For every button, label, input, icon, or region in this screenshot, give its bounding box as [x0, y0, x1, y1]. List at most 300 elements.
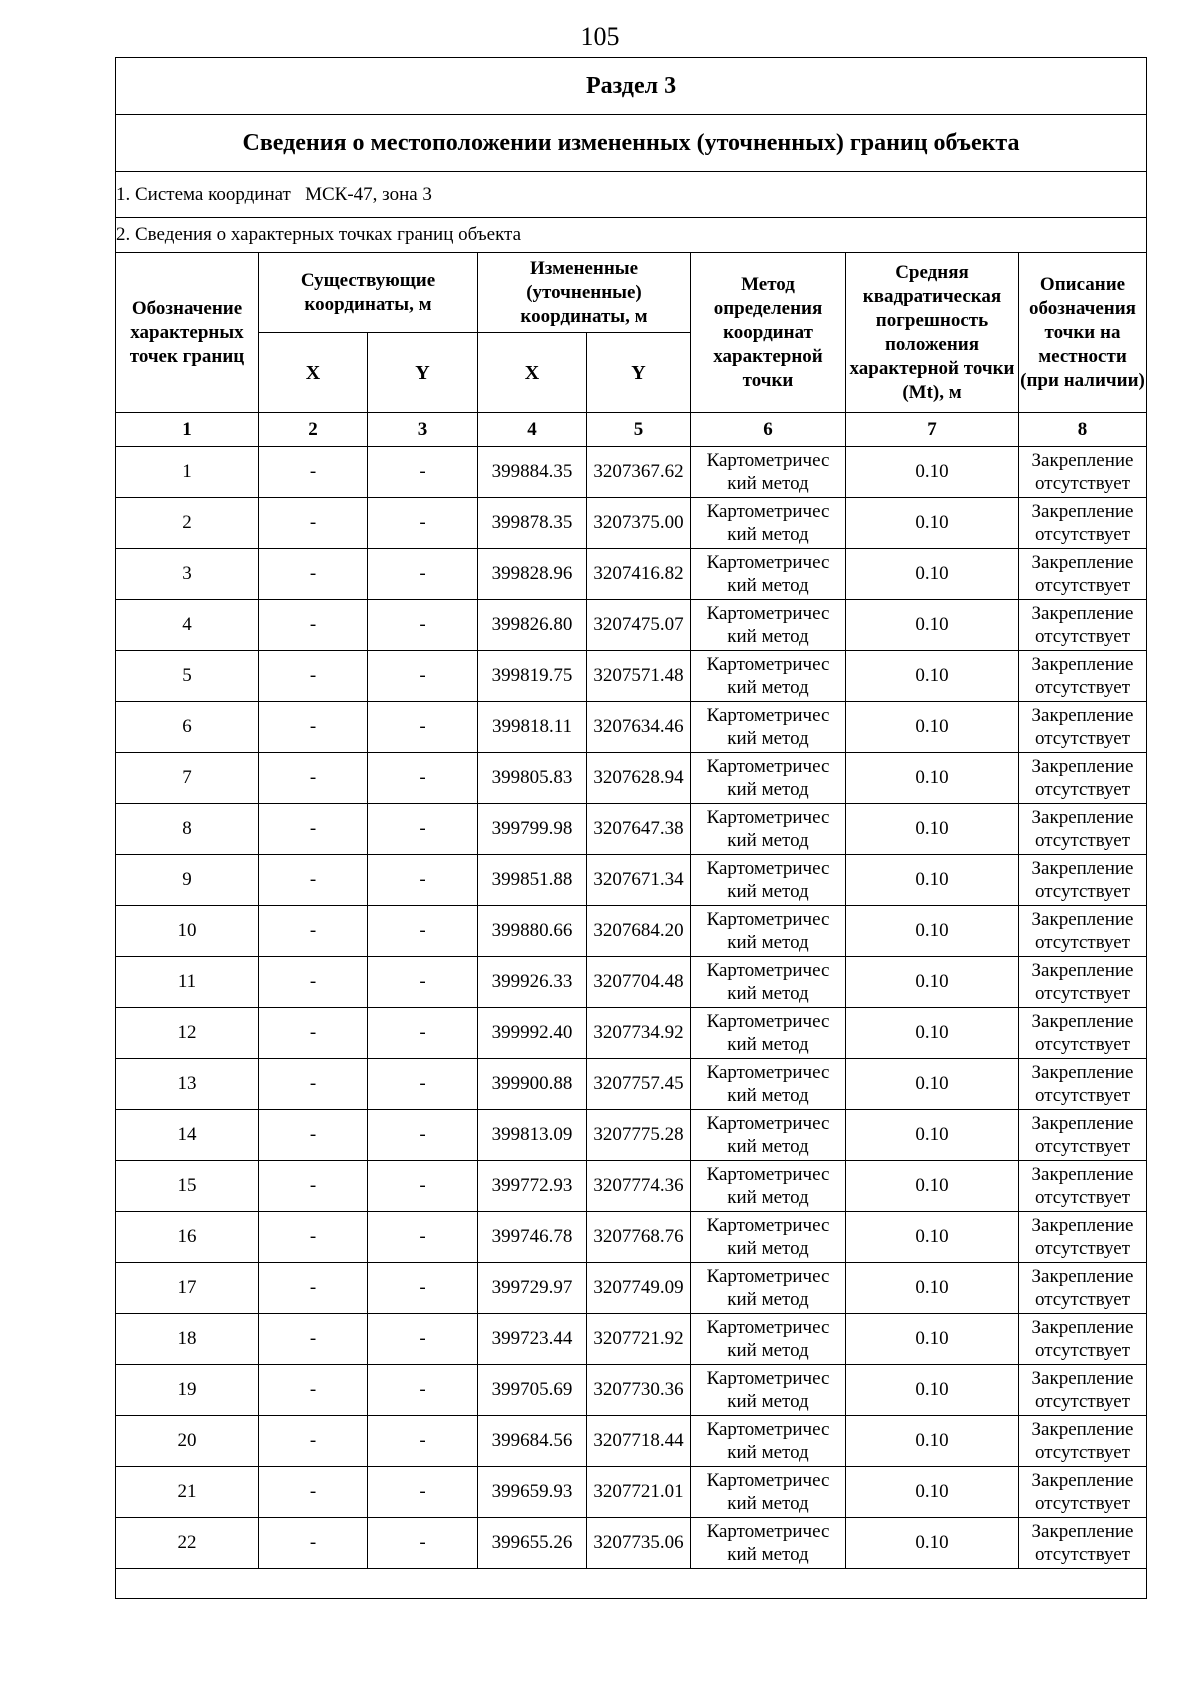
changed-y: 3207684.20 — [587, 906, 691, 957]
existing-x: - — [259, 1161, 368, 1212]
method — [691, 600, 846, 651]
existing-x: - — [259, 600, 368, 651]
existing-x: - — [259, 447, 368, 498]
method-line: Картометричес — [706, 450, 830, 471]
existing-y: - — [368, 1263, 478, 1314]
mean-square-error: 0.10 — [846, 753, 1019, 804]
existing-y: - — [368, 1008, 478, 1059]
existing-y: - — [368, 1110, 478, 1161]
method — [691, 1314, 846, 1365]
method-line: кий метод — [727, 677, 809, 698]
point-description-line: Закрепление — [1031, 1419, 1134, 1440]
existing-y: - — [368, 1212, 478, 1263]
point-description-line: Закрепление — [1031, 1011, 1134, 1032]
changed-y: 3207721.92 — [587, 1314, 691, 1365]
changed-y: 3207475.07 — [587, 600, 691, 651]
table-footer-row — [116, 1569, 1147, 1599]
table-row — [116, 1314, 1147, 1365]
mean-square-error: 0.10 — [846, 855, 1019, 906]
changed-y: 3207367.62 — [587, 447, 691, 498]
point-description-line: отсутствует — [1034, 779, 1131, 800]
changed-x: 399655.26 — [478, 1518, 587, 1569]
point-description-line: отсутствует — [1034, 1238, 1131, 1259]
changed-y: 3207671.34 — [587, 855, 691, 906]
method-line: Картометричес — [706, 1215, 830, 1236]
method-line: Картометричес — [706, 1368, 830, 1389]
method — [691, 1008, 846, 1059]
coordinate-system-label: 1. Система координат — [116, 183, 291, 205]
point-description — [1019, 1263, 1147, 1314]
point-description-line: Закрепление — [1031, 1266, 1134, 1287]
table-row — [116, 651, 1147, 702]
point-description-line: отсутствует — [1034, 881, 1131, 902]
points-section-label: 2. Сведения о характерных точках границ объекта — [116, 218, 1147, 253]
changed-y: 3207774.36 — [587, 1161, 691, 1212]
point-description-line: отсутствует — [1034, 728, 1131, 749]
point-description-line: Закрепление — [1031, 756, 1134, 777]
changed-y: 3207416.82 — [587, 549, 691, 600]
changed-x: 399729.97 — [478, 1263, 587, 1314]
existing-x: - — [259, 957, 368, 1008]
point-description — [1019, 447, 1147, 498]
changed-y: 3207647.38 — [587, 804, 691, 855]
point-description — [1019, 1008, 1147, 1059]
method-line: Картометричес — [706, 1011, 830, 1032]
mean-square-error: 0.10 — [846, 1161, 1019, 1212]
point-description-line: отсутствует — [1034, 1034, 1131, 1055]
point-number: 10 — [116, 906, 259, 957]
boundary-points-table — [115, 57, 1147, 1599]
method-line: кий метод — [727, 1238, 809, 1259]
existing-y: - — [368, 1314, 478, 1365]
point-description-line: отсутствует — [1034, 473, 1131, 494]
point-number: 14 — [116, 1110, 259, 1161]
method-line: кий метод — [727, 881, 809, 902]
point-number: 18 — [116, 1314, 259, 1365]
table-row — [116, 753, 1147, 804]
section-title: Раздел 3 — [116, 58, 1147, 115]
changed-x: 399926.33 — [478, 957, 587, 1008]
method-line: кий метод — [727, 1085, 809, 1106]
point-description-line: Закрепление — [1031, 603, 1134, 624]
method — [691, 855, 846, 906]
existing-x: - — [259, 906, 368, 957]
changed-x: 399772.93 — [478, 1161, 587, 1212]
existing-y: - — [368, 1416, 478, 1467]
point-description-line: Закрепление — [1031, 1164, 1134, 1185]
existing-y: - — [368, 957, 478, 1008]
table-row — [116, 855, 1147, 906]
existing-y: - — [368, 906, 478, 957]
method — [691, 1161, 846, 1212]
changed-x: 399880.66 — [478, 906, 587, 957]
changed-x: 399805.83 — [478, 753, 587, 804]
existing-y: - — [368, 702, 478, 753]
existing-x: - — [259, 498, 368, 549]
point-number: 11 — [116, 957, 259, 1008]
existing-x: - — [259, 753, 368, 804]
table-row — [116, 1161, 1147, 1212]
method-line: кий метод — [727, 1340, 809, 1361]
method-line: Картометричес — [706, 1470, 830, 1491]
existing-y: - — [368, 1059, 478, 1110]
header-error: Средняя квадратическая погрешность положения характерной точки (Mt), м — [846, 253, 1019, 413]
changed-x: 399799.98 — [478, 804, 587, 855]
point-description-line: Закрепление — [1031, 1215, 1134, 1236]
mean-square-error: 0.10 — [846, 600, 1019, 651]
table-row — [116, 549, 1147, 600]
point-description — [1019, 906, 1147, 957]
point-description — [1019, 1416, 1147, 1467]
method-line: Картометричес — [706, 1113, 830, 1134]
point-number: 16 — [116, 1212, 259, 1263]
changed-y: 3207704.48 — [587, 957, 691, 1008]
existing-y: - — [368, 549, 478, 600]
point-description — [1019, 549, 1147, 600]
point-description-line: Закрепление — [1031, 1062, 1134, 1083]
method — [691, 1263, 846, 1314]
changed-x: 399826.80 — [478, 600, 587, 651]
method — [691, 1467, 846, 1518]
point-description — [1019, 651, 1147, 702]
existing-x: - — [259, 804, 368, 855]
mean-square-error: 0.10 — [846, 702, 1019, 753]
method-line: Картометричес — [706, 1419, 830, 1440]
method-line: кий метод — [727, 524, 809, 545]
changed-y: 3207775.28 — [587, 1110, 691, 1161]
point-number: 12 — [116, 1008, 259, 1059]
column-number: 8 — [1019, 413, 1147, 447]
point-description-line: отсутствует — [1034, 1391, 1131, 1412]
coordinate-system-value: МСК-47, зона 3 — [305, 183, 432, 205]
point-description-line: Закрепление — [1031, 552, 1134, 573]
method-line: кий метод — [727, 575, 809, 596]
method-line: кий метод — [727, 983, 809, 1004]
changed-y: 3207634.46 — [587, 702, 691, 753]
method-line: кий метод — [727, 1391, 809, 1412]
existing-y: - — [368, 1365, 478, 1416]
method — [691, 1212, 846, 1263]
point-description-line: отсутствует — [1034, 1442, 1131, 1463]
existing-x: - — [259, 1314, 368, 1365]
method — [691, 804, 846, 855]
changed-y: 3207718.44 — [587, 1416, 691, 1467]
point-description — [1019, 957, 1147, 1008]
point-description — [1019, 1212, 1147, 1263]
point-number: 20 — [116, 1416, 259, 1467]
header-existing-coords: Существующие координаты, м — [259, 253, 478, 333]
header-changed-x: X — [478, 333, 587, 413]
method-line: Картометричес — [706, 1266, 830, 1287]
method-line: Картометричес — [706, 1521, 830, 1542]
point-description-line: Закрепление — [1031, 1470, 1134, 1491]
header-point-designation: Обозначение характерных точек границ — [116, 253, 259, 413]
point-description-line: отсутствует — [1034, 1340, 1131, 1361]
changed-y: 3207721.01 — [587, 1467, 691, 1518]
mean-square-error: 0.10 — [846, 1518, 1019, 1569]
method-line: Картометричес — [706, 603, 830, 624]
method — [691, 702, 846, 753]
mean-square-error: 0.10 — [846, 957, 1019, 1008]
column-number: 4 — [478, 413, 587, 447]
point-number: 1 — [116, 447, 259, 498]
changed-y: 3207730.36 — [587, 1365, 691, 1416]
point-description — [1019, 1059, 1147, 1110]
column-number: 2 — [259, 413, 368, 447]
document-title: Сведения о местоположении измененных (уточненных) границ объекта — [116, 115, 1147, 172]
existing-x: - — [259, 1008, 368, 1059]
changed-y: 3207628.94 — [587, 753, 691, 804]
table-row — [116, 498, 1147, 549]
table-row — [116, 957, 1147, 1008]
existing-x: - — [259, 855, 368, 906]
method-line: кий метод — [727, 473, 809, 494]
method-line: кий метод — [727, 830, 809, 851]
point-description — [1019, 1365, 1147, 1416]
mean-square-error: 0.10 — [846, 1110, 1019, 1161]
header-existing-y: Y — [368, 333, 478, 413]
changed-x: 399884.35 — [478, 447, 587, 498]
header-existing-x: X — [259, 333, 368, 413]
point-number: 17 — [116, 1263, 259, 1314]
mean-square-error: 0.10 — [846, 804, 1019, 855]
mean-square-error: 0.10 — [846, 906, 1019, 957]
method — [691, 1365, 846, 1416]
point-description-line: отсутствует — [1034, 1493, 1131, 1514]
point-description-line: Закрепление — [1031, 858, 1134, 879]
existing-x: - — [259, 651, 368, 702]
method — [691, 498, 846, 549]
point-description-line: отсутствует — [1034, 1544, 1131, 1565]
table-row — [116, 906, 1147, 957]
table-row — [116, 600, 1147, 651]
changed-x: 399659.93 — [478, 1467, 587, 1518]
method-line: Картометричес — [706, 807, 830, 828]
method-line: кий метод — [727, 932, 809, 953]
changed-y: 3207749.09 — [587, 1263, 691, 1314]
mean-square-error: 0.10 — [846, 1365, 1019, 1416]
point-number: 6 — [116, 702, 259, 753]
existing-x: - — [259, 1467, 368, 1518]
method-line: Картометричес — [706, 960, 830, 981]
column-number: 5 — [587, 413, 691, 447]
method-line: кий метод — [727, 1136, 809, 1157]
mean-square-error: 0.10 — [846, 498, 1019, 549]
point-description-line: отсутствует — [1034, 677, 1131, 698]
point-description — [1019, 702, 1147, 753]
changed-x: 399813.09 — [478, 1110, 587, 1161]
point-description — [1019, 1314, 1147, 1365]
point-description-line: отсутствует — [1034, 983, 1131, 1004]
header-description: Описание обозначения точки на местности (при наличии) — [1019, 253, 1147, 413]
existing-x: - — [259, 1110, 368, 1161]
column-number: 1 — [116, 413, 259, 447]
point-number: 22 — [116, 1518, 259, 1569]
existing-x: - — [259, 702, 368, 753]
point-number: 2 — [116, 498, 259, 549]
existing-y: - — [368, 651, 478, 702]
changed-x: 399819.75 — [478, 651, 587, 702]
method — [691, 957, 846, 1008]
existing-y: - — [368, 1518, 478, 1569]
mean-square-error: 0.10 — [846, 1467, 1019, 1518]
method-line: Картометричес — [706, 654, 830, 675]
existing-y: - — [368, 855, 478, 906]
point-description-line: Закрепление — [1031, 1368, 1134, 1389]
point-description — [1019, 804, 1147, 855]
point-description-line: отсутствует — [1034, 575, 1131, 596]
table-row — [116, 804, 1147, 855]
method-line: Картометричес — [706, 1062, 830, 1083]
coordinate-system — [116, 172, 1147, 218]
point-description — [1019, 498, 1147, 549]
mean-square-error: 0.10 — [846, 651, 1019, 702]
point-description — [1019, 600, 1147, 651]
method-line: Картометричес — [706, 552, 830, 573]
mean-square-error: 0.10 — [846, 1008, 1019, 1059]
point-description — [1019, 855, 1147, 906]
header-changed-coords: Измененные (уточненные) координаты, м — [478, 253, 691, 333]
point-description-line: Закрепление — [1031, 807, 1134, 828]
changed-y: 3207375.00 — [587, 498, 691, 549]
table-row — [116, 1110, 1147, 1161]
point-number: 8 — [116, 804, 259, 855]
method — [691, 549, 846, 600]
existing-y: - — [368, 498, 478, 549]
point-description-line: Закрепление — [1031, 1113, 1134, 1134]
existing-y: - — [368, 1467, 478, 1518]
point-number: 5 — [116, 651, 259, 702]
method-line: Картометричес — [706, 756, 830, 777]
changed-y: 3207734.92 — [587, 1008, 691, 1059]
point-description-line: отсутствует — [1034, 830, 1131, 851]
point-description-line: отсутствует — [1034, 1289, 1131, 1310]
point-description-line: Закрепление — [1031, 960, 1134, 981]
method — [691, 1518, 846, 1569]
changed-x: 399684.56 — [478, 1416, 587, 1467]
existing-x: - — [259, 1059, 368, 1110]
point-description-line: Закрепление — [1031, 654, 1134, 675]
existing-y: - — [368, 447, 478, 498]
method-line: Картометричес — [706, 858, 830, 879]
changed-x: 399705.69 — [478, 1365, 587, 1416]
existing-y: - — [368, 753, 478, 804]
mean-square-error: 0.10 — [846, 1416, 1019, 1467]
existing-x: - — [259, 1263, 368, 1314]
point-description-line: отсутствует — [1034, 524, 1131, 545]
point-description — [1019, 1467, 1147, 1518]
method — [691, 651, 846, 702]
method-line: кий метод — [727, 728, 809, 749]
existing-y: - — [368, 600, 478, 651]
method-line: Картометричес — [706, 909, 830, 930]
changed-y: 3207768.76 — [587, 1212, 691, 1263]
point-number: 15 — [116, 1161, 259, 1212]
point-number: 9 — [116, 855, 259, 906]
header-method: Метод определения координат характерной точки — [691, 253, 846, 413]
point-description — [1019, 1161, 1147, 1212]
column-number: 7 — [846, 413, 1019, 447]
method-line: Картометричес — [706, 705, 830, 726]
changed-x: 399878.35 — [478, 498, 587, 549]
method — [691, 1110, 846, 1161]
existing-x: - — [259, 1212, 368, 1263]
mean-square-error: 0.10 — [846, 1212, 1019, 1263]
point-number: 4 — [116, 600, 259, 651]
changed-y: 3207757.45 — [587, 1059, 691, 1110]
method — [691, 1416, 846, 1467]
point-description-line: отсутствует — [1034, 626, 1131, 647]
point-description-line: отсутствует — [1034, 1187, 1131, 1208]
table-row — [116, 1365, 1147, 1416]
point-description-line: Закрепление — [1031, 501, 1134, 522]
method-line: кий метод — [727, 1187, 809, 1208]
point-description — [1019, 1518, 1147, 1569]
existing-x: - — [259, 1365, 368, 1416]
changed-x: 399828.96 — [478, 549, 587, 600]
method-line: кий метод — [727, 1289, 809, 1310]
changed-x: 399723.44 — [478, 1314, 587, 1365]
point-description — [1019, 1110, 1147, 1161]
point-number: 13 — [116, 1059, 259, 1110]
changed-y: 3207571.48 — [587, 651, 691, 702]
method-line: кий метод — [727, 1442, 809, 1463]
existing-x: - — [259, 1518, 368, 1569]
point-description-line: Закрепление — [1031, 1317, 1134, 1338]
table-row — [116, 1059, 1147, 1110]
table-row — [116, 702, 1147, 753]
table-footer-cell — [116, 1569, 1147, 1599]
point-number: 7 — [116, 753, 259, 804]
point-description-line: Закрепление — [1031, 705, 1134, 726]
changed-x: 399992.40 — [478, 1008, 587, 1059]
point-description — [1019, 753, 1147, 804]
point-description-line: отсутствует — [1034, 1136, 1131, 1157]
method — [691, 447, 846, 498]
table-row — [116, 1008, 1147, 1059]
changed-x: 399900.88 — [478, 1059, 587, 1110]
method — [691, 753, 846, 804]
point-description-line: Закрепление — [1031, 1521, 1134, 1542]
table-row — [116, 1518, 1147, 1569]
method-line: кий метод — [727, 626, 809, 647]
point-description-line: Закрепление — [1031, 909, 1134, 930]
column-number: 6 — [691, 413, 846, 447]
mean-square-error: 0.10 — [846, 447, 1019, 498]
point-description-line: отсутствует — [1034, 1085, 1131, 1106]
table-row — [116, 1416, 1147, 1467]
mean-square-error: 0.10 — [846, 1059, 1019, 1110]
header-changed-y: Y — [587, 333, 691, 413]
changed-x: 399746.78 — [478, 1212, 587, 1263]
table-row — [116, 1467, 1147, 1518]
page-number: 105 — [580, 22, 620, 51]
mean-square-error: 0.10 — [846, 549, 1019, 600]
table-row — [116, 447, 1147, 498]
point-description-line: отсутствует — [1034, 932, 1131, 953]
point-number: 19 — [116, 1365, 259, 1416]
method-line: Картометричес — [706, 1164, 830, 1185]
point-number: 21 — [116, 1467, 259, 1518]
point-number: 3 — [116, 549, 259, 600]
changed-x: 399818.11 — [478, 702, 587, 753]
method-line: Картометричес — [706, 501, 830, 522]
method — [691, 1059, 846, 1110]
column-numbers-row — [116, 413, 1147, 447]
method-line: кий метод — [727, 1034, 809, 1055]
method-line: кий метод — [727, 779, 809, 800]
mean-square-error: 0.10 — [846, 1314, 1019, 1365]
